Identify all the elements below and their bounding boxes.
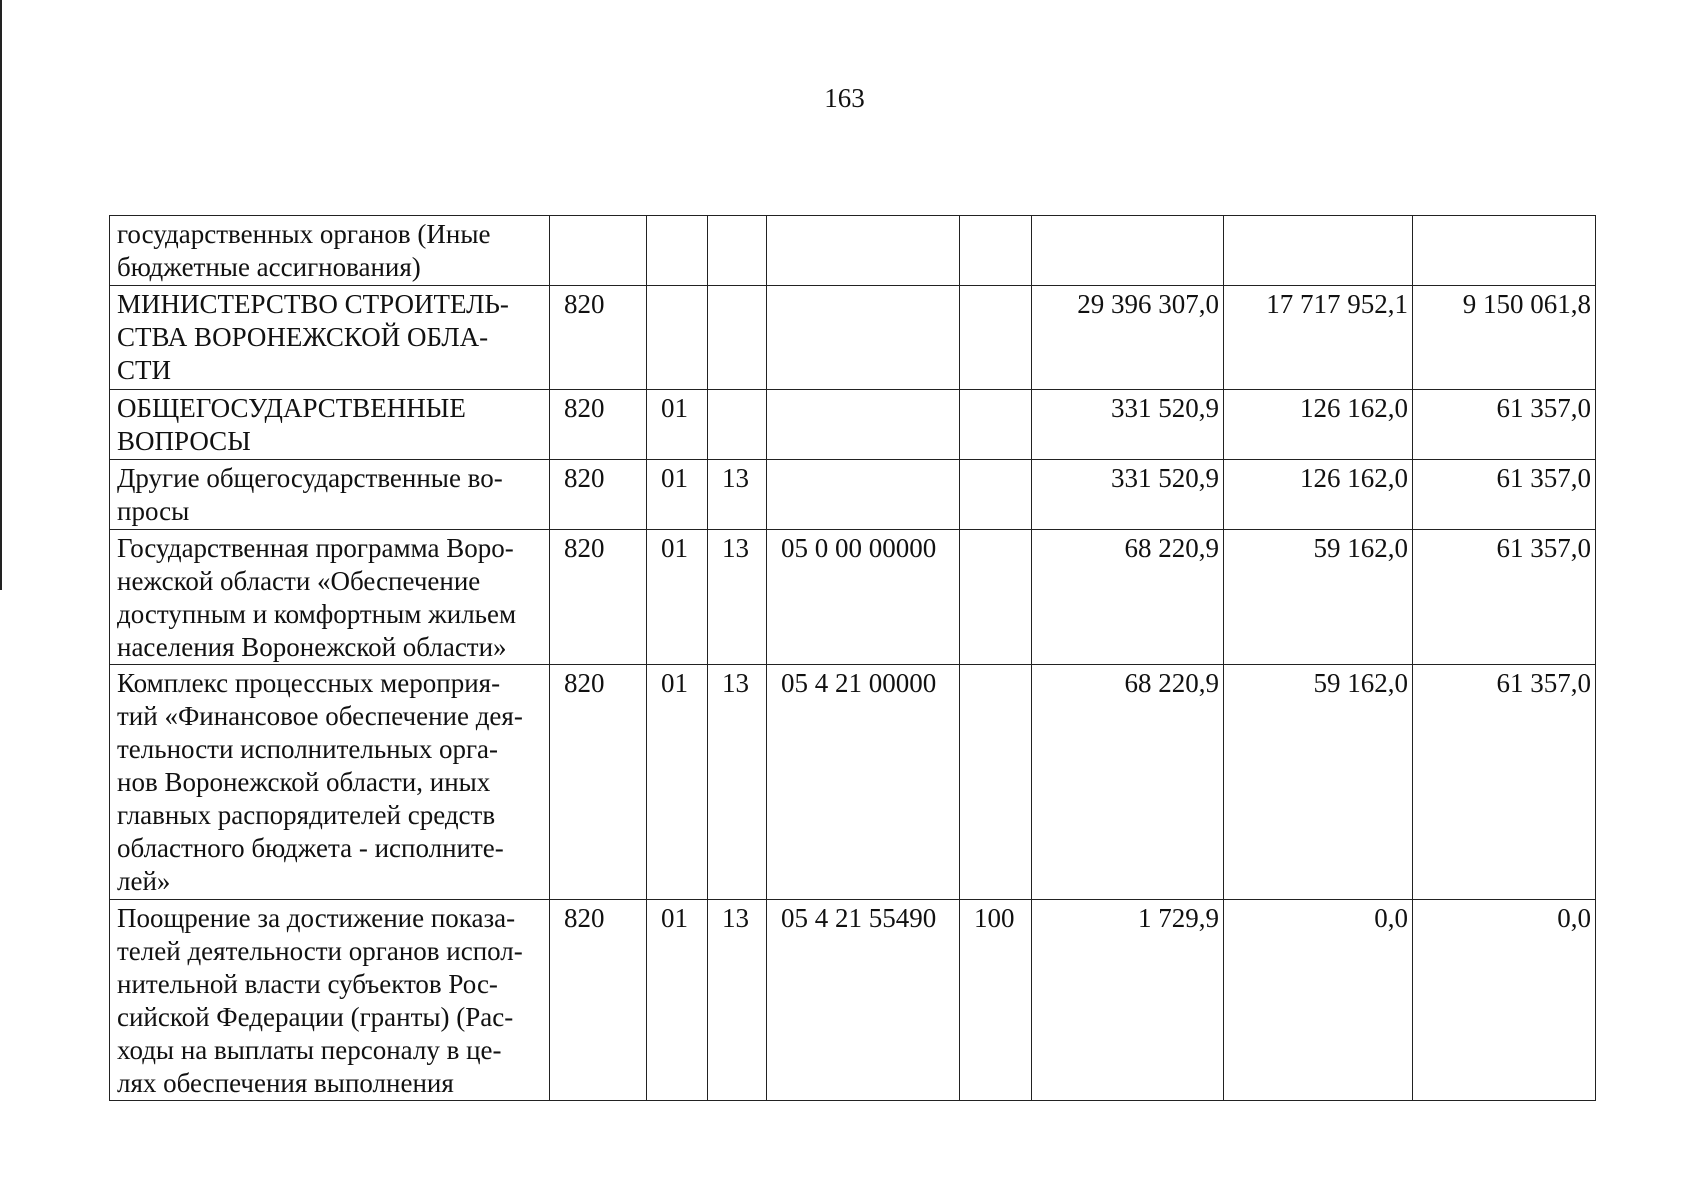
- item-name-line: тий «Финансовое обеспечение дея-: [117, 701, 523, 731]
- item-name-line: телей деятельности органов испол-: [117, 936, 523, 966]
- cell-ved-code: 820: [550, 286, 647, 390]
- cell-amount-1: 331 520,9: [1032, 390, 1224, 460]
- item-name-line: главных распорядителей средств: [117, 800, 496, 830]
- cell-amount-3: [1413, 216, 1596, 286]
- cell-amount-1: [1032, 216, 1224, 286]
- table-row: [110, 900, 1596, 1101]
- cell-amount-3: 61 357,0: [1413, 460, 1596, 530]
- cell-target-article-code: [767, 460, 960, 530]
- cell-amount-2: 59 162,0: [1224, 665, 1413, 900]
- cell-target-article-code: 05 4 21 00000: [767, 665, 960, 900]
- cell-section-code: [647, 216, 708, 286]
- cell-amount-1: 68 220,9: [1032, 530, 1224, 665]
- cell-amount-3: 61 357,0: [1413, 390, 1596, 460]
- cell-target-article-code: 05 0 00 00000: [767, 530, 960, 665]
- table-row: [110, 460, 1596, 530]
- cell-subsection-code: 13: [708, 530, 767, 665]
- item-name-line: нительной власти субъектов Рос-: [117, 969, 498, 999]
- cell-ved-code: 820: [550, 665, 647, 900]
- cell-subsection-code: 13: [708, 460, 767, 530]
- cell-amount-3: 61 357,0: [1413, 665, 1596, 900]
- cell-amount-2: 59 162,0: [1224, 530, 1413, 665]
- cell-target-article-code: 05 4 21 55490: [767, 900, 960, 1101]
- page-number: 163: [824, 83, 865, 113]
- item-name-line: населения Воронежской области»: [117, 632, 507, 662]
- cell-amount-1: 29 396 307,0: [1032, 286, 1224, 390]
- cell-subsection-code: [708, 216, 767, 286]
- item-name-line: Комплекс процессных мероприя-: [117, 668, 501, 698]
- cell-section-code: 01: [647, 665, 708, 900]
- table-row: [110, 530, 1596, 665]
- item-name-line: ВОПРОСЫ: [117, 426, 251, 456]
- cell-amount-2: 126 162,0: [1224, 460, 1413, 530]
- table-row: [110, 665, 1596, 900]
- item-name-line: тельности исполнительных орга-: [117, 734, 499, 764]
- table-row: [110, 390, 1596, 460]
- cell-expense-type-code: [960, 390, 1032, 460]
- item-name-line: лях обеспечения выполнения: [117, 1068, 454, 1098]
- table-row: [110, 286, 1596, 390]
- item-name-line: нов Воронежской области, иных: [117, 767, 491, 797]
- cell-expense-type-code: [960, 216, 1032, 286]
- cell-target-article-code: [767, 216, 960, 286]
- item-name-line: доступным и комфортным жильем: [117, 599, 517, 629]
- cell-expense-type-code: 100: [960, 900, 1032, 1101]
- cell-expense-type-code: [960, 530, 1032, 665]
- cell-item-name: [110, 530, 550, 665]
- cell-section-code: 01: [647, 900, 708, 1101]
- cell-item-name: [110, 900, 550, 1101]
- cell-amount-2: [1224, 216, 1413, 286]
- item-name-line: Государственная программа Воро-: [117, 533, 514, 563]
- cell-item-name: [110, 390, 550, 460]
- cell-subsection-code: [708, 390, 767, 460]
- cell-expense-type-code: [960, 665, 1032, 900]
- item-name-line: областного бюджета - исполните-: [117, 833, 504, 863]
- cell-amount-1: 331 520,9: [1032, 460, 1224, 530]
- cell-amount-3: 9 150 061,8: [1413, 286, 1596, 390]
- cell-subsection-code: [708, 286, 767, 390]
- cell-amount-1: 68 220,9: [1032, 665, 1224, 900]
- cell-amount-2: 17 717 952,1: [1224, 286, 1413, 390]
- cell-item-name: [110, 216, 550, 286]
- item-name-line: МИНИСТЕРСТВО СТРОИТЕЛЬ-: [117, 289, 509, 319]
- table-body: [110, 216, 1596, 1101]
- cell-subsection-code: 13: [708, 900, 767, 1101]
- item-name-line: нежской области «Обеспечение: [117, 566, 481, 596]
- cell-section-code: 01: [647, 390, 708, 460]
- item-name-line: Другие общегосударственные во-: [117, 463, 503, 493]
- cell-target-article-code: [767, 286, 960, 390]
- cell-section-code: [647, 286, 708, 390]
- item-name-line: ходы на выплаты персоналу в це-: [117, 1035, 502, 1065]
- cell-section-code: 01: [647, 460, 708, 530]
- item-name-line: СТИ: [117, 355, 171, 385]
- cell-ved-code: 820: [550, 460, 647, 530]
- cell-ved-code: [550, 216, 647, 286]
- cell-expense-type-code: [960, 286, 1032, 390]
- cell-item-name: [110, 460, 550, 530]
- cell-subsection-code: 13: [708, 665, 767, 900]
- cell-item-name: [110, 286, 550, 390]
- cell-amount-2: 0,0: [1224, 900, 1413, 1101]
- budget-table: [109, 215, 1596, 1101]
- item-name-line: Поощрение за достижение показа-: [117, 903, 516, 933]
- item-name-line: государственных органов (Иные: [117, 219, 491, 249]
- item-name-line: СТВА ВОРОНЕЖСКОЙ ОБЛА-: [117, 322, 489, 352]
- cell-item-name: [110, 665, 550, 900]
- item-name-line: просы: [117, 496, 190, 526]
- cell-amount-2: 126 162,0: [1224, 390, 1413, 460]
- item-name-line: ОБЩЕГОСУДАРСТВЕННЫЕ: [117, 393, 466, 423]
- item-name-line: лей»: [117, 866, 171, 896]
- cell-amount-1: 1 729,9: [1032, 900, 1224, 1101]
- item-name-line: бюджетные ассигнования): [117, 252, 421, 282]
- cell-ved-code: 820: [550, 390, 647, 460]
- cell-section-code: 01: [647, 530, 708, 665]
- cell-target-article-code: [767, 390, 960, 460]
- cell-expense-type-code: [960, 460, 1032, 530]
- cell-ved-code: 820: [550, 900, 647, 1101]
- table-row: [110, 216, 1596, 286]
- cell-amount-3: 61 357,0: [1413, 530, 1596, 665]
- cell-ved-code: 820: [550, 530, 647, 665]
- cell-amount-3: 0,0: [1413, 900, 1596, 1101]
- item-name-line: сийской Федерации (гранты) (Рас-: [117, 1002, 514, 1032]
